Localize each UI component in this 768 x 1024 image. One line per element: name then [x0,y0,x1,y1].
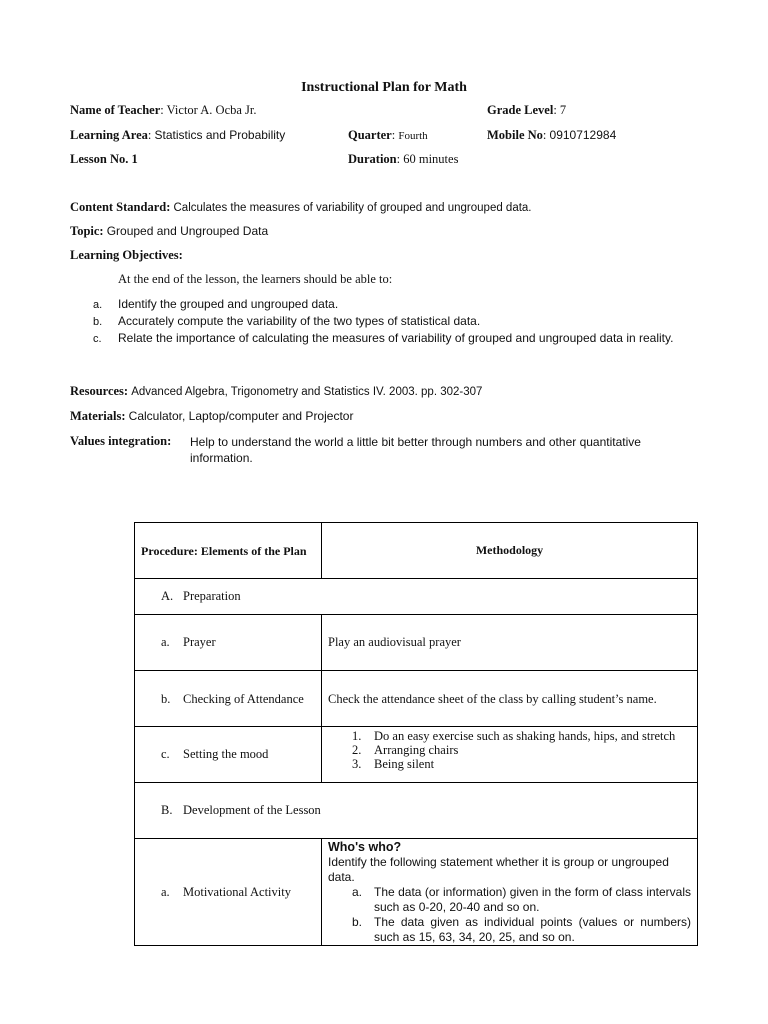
row-attendance-label: b. Checking of Attendance [135,671,322,727]
teacher-field: Name of Teacher: Victor A. Ocba Jr. [70,103,257,117]
objectives-intro: At the end of the lesson, the learners should be able to: [118,272,393,286]
row-attendance-method: Check the attendance sheet of the class by calling student’s name. [322,671,698,727]
resources: Resources: Advanced Algebra, Trigonometry and Statistics IV. 2003. pp. 302-307 [70,384,483,398]
row-mood-label: c. Setting the mood [135,727,322,783]
quarter-value: Fourth [398,130,428,142]
list-item: 2. Arranging chairs [352,743,459,757]
row-prayer-method: Play an audiovisual prayer [322,615,698,671]
col-header-procedure: Procedure: Elements of the Plan [135,523,322,579]
topic-value: Grouped and Ungrouped Data [106,224,269,238]
duration-label: Duration [348,152,397,166]
topic [70,224,268,239]
row-mood-method [322,727,698,783]
row-motivation-label: a. Motivational Activity [135,839,322,946]
resources-value: Advanced Algebra, Trigonometry and Statistics IV. 2003. pp. 302-307 [131,386,483,398]
objective-item: a. Identify the grouped and ungrouped data. [93,297,339,311]
teacher-value: Victor A. Ocba Jr. [166,103,257,117]
area-field: Learning Area: Statistics and Probability [70,128,286,142]
quarter-label: Quarter [348,128,392,142]
section-row-preparation: A. Preparation [135,579,698,615]
motivation-heading: Who's who? [328,840,402,854]
mobile-label: Mobile No [487,128,543,142]
grade-label: Grade Level [487,103,554,117]
objective-item: b. Accurately compute the variability of the two types of statistical data. [93,314,481,328]
objective-item: c. Relate the importance of calculating the measures of variability of grouped and ungrouped data in reality. [93,331,674,345]
materials: Materials: Calculator, Laptop/computer and Projector [70,409,354,423]
list-item: 3. Being silent [352,757,435,771]
section-row-development: B. Development of the Lesson [135,783,698,839]
list-item: 1. Do an easy exercise such as shaking hands, hips, and stretch [352,729,676,743]
values-integration-text: Help to understand the world a little bit better through numbers and other quantitative information. [190,435,641,465]
topic-label: Topic: [70,224,104,238]
lesson-label: Lesson No. 1 [70,152,138,166]
plan-table [134,522,698,946]
materials-value: Calculator, Laptop/computer and Projector [128,409,354,423]
list-item: a. The data (or information) given in the form of class intervals such as 0-20, 20-40 and so on. [352,885,691,914]
content-standard-label: Content Standard: [70,200,171,214]
mobile-value: 0910712984 [549,128,617,142]
grade-field: Grade Level: 7 [487,103,567,117]
area-value: Statistics and Probability [154,128,286,142]
area-label: Learning Area [70,128,148,142]
duration-field: Duration: 60 minutes [348,152,459,166]
grade-value: 7 [559,103,567,117]
document-title: Instructional Plan for Math [301,80,467,95]
quarter-field: Quarter: Fourth [348,128,428,142]
teacher-label: Name of Teacher [70,103,161,117]
col-header-methodology: Methodology [322,523,698,579]
list-item: b. The data given as individual points (values or numbers) such as 15, 63, 34, 20, 25, and so on. [352,915,691,944]
motivation-instruction: Identify the following statement whether it is group or ungrouped data. [328,855,669,884]
duration-value: 60 minutes [403,152,459,166]
content-standard [70,200,532,215]
row-motivation-method [322,839,698,946]
objectives-heading: Learning Objectives: [70,248,183,262]
content-standard-value: Calculates the measures of variability of grouped and ungrouped data. [173,202,532,214]
row-prayer-label: a. Prayer [135,615,322,671]
lesson-field [70,152,138,167]
mobile-field: Mobile No: 0910712984 [487,128,617,142]
values-integration: Values integration: [70,434,172,448]
